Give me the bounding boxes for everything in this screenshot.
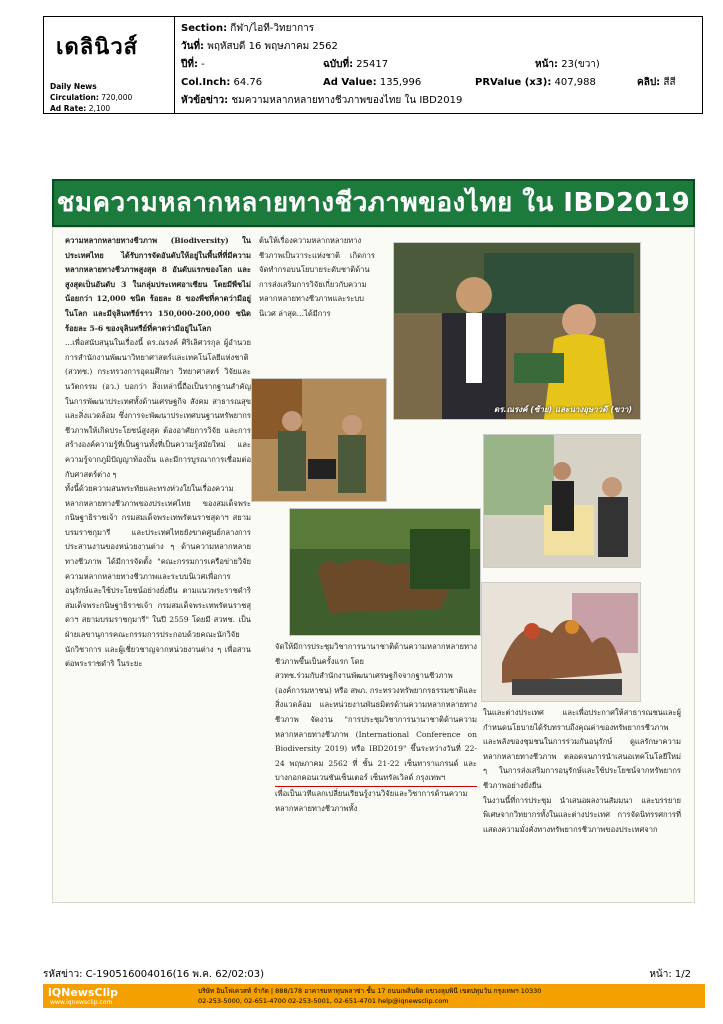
adrate-value: 2,100 <box>88 104 111 113</box>
page-count: หน้า: 1/2 <box>649 969 691 980</box>
clip-metadata: Section: กีฬา/ไอที-วิทยาการ วันที่: พฤหัสบดี 16 พฤษภาคม 2562 ปีที่: - ฉบับที่: 25417 หน้า: 23(ขวา) Col.Inch: 64.76 Ad Value: 135,996 PRValue (x3): 407,988 คลิป: สีสี หัวข้อข่าว: ชมความหลากหลายทางชีวภาพของไทย ใน IBD2019 <box>181 23 676 106</box>
paragraph-2: ...เพื่อสนับสนุนในเรื่องนี้ ดร.ณรงค์ ศิริเลิศวรกุล ผู้อำนวยการสำนักงานพัฒนาวิทยาศาสตร์และเทคโนโลยีแห่งชาติ (สวทช.) กระทรวงการอุดมศึกษา วิทยาศาสตร์ วิจัยและนวัตกรรม (อว.) บอกว่า สิ่งเหล่านี้ถือเป็นรากฐานสำคัญในการพัฒนาประเทศทั้งด้านเศรษฐกิจ สังคม สาธารณสุข และสิ่งแวดล้อม ซึ่งการจะพัฒนาประเทศบนฐานทรัพยากรชีวภาพให้เกิดประโยชน์สูงสุด ต้องอาศัยการวิจัย และการสร้างองค์ความรู้ที่เป็นฐานทั้งที่เป็นความรู้สมัยใหม่ และความรู้จากภูมิปัญญาท้องถิ่น และมีการบูรณาการเชื่อมต่อกับศาสตร์ต่าง ๆ <box>65 338 251 479</box>
article-title-bar <box>52 179 695 227</box>
photo-exhibit-booth-image <box>484 435 640 567</box>
photo-leopard-diorama <box>289 508 481 636</box>
article-column-2-top: ต้นให้เรื่องความหลากหลายทางชีวภาพเป็นวาระแห่งชาติ เกิดการจัดทำกรอบนโยบายระดับชาติด้านการส่งเสริมการวิจัยเกี่ยวกับความหลากหลายทางชีวภาพและระบบนิเวศ ล่าสุด...ได้มีการ <box>259 236 375 318</box>
publisher-info: Daily News Circulation: 720,000 Ad Rate: 2,100 <box>50 82 133 113</box>
footer-bar <box>43 984 705 1008</box>
clip-value: สีสี <box>663 77 676 88</box>
photo-exhibit-booth <box>483 434 641 568</box>
issue-value: 25417 <box>356 59 389 70</box>
article-column-3: ในและต่างประเทศ และเพื่อประกาศให้สาธารณชนและผู้กำหนดนโยบายได้รับทราบถึงคุณค่าของทรัพยากรชีวภาพ และพลังของชุมชนในการร่วมกันอนุรักษ์ ดูแลรักษาความหลากหลายทางชีวภาพ ตลอดจนการนำเสนอเทคโนโลยีใหม่ ๆ ในการส่งเสริมการอนุรักษ์และใช้ประโยชน์จากทรัพยากรชีวภาพอย่างยั่งยืน ในงานนี้ที่การประชุม นำเสนอผลงานสัมมนา และบรรยายพิเศษจากวิทยากรทั้งในและต่างประเทศ การจัดนิทรรศการที่แสดงความมั่งคั่งทางทรัพยากรชีวภาพของประเทศจาก <box>483 708 681 834</box>
publisher-panel <box>44 17 175 113</box>
article-column-1 <box>65 234 251 900</box>
date-value: พฤหัสบดี 16 พฤษภาคม 2562 <box>207 41 338 52</box>
photo-leopard-image <box>290 509 480 635</box>
section-value: กีฬา/ไอที-วิทยาการ <box>230 23 315 34</box>
iqnewsclip-logo: iQNewsClip <box>48 986 118 999</box>
company-contacts: 02-253-5000, 02-651-4700 02-253-5001, 02-651-4701 help@iqnewsclip.com <box>198 997 449 1005</box>
lead-paragraph: ความหลากหลายทางชีวภาพ (Biodiversity) ในประเทศไทย ได้รับการจัดอันดับให้อยู่ในพื้นที่ที่มีความหลากหลายทางชีวภาพสูงสุด 8 อันดับแรกของโลก และสูงสุดเป็นอันดับ 3 ในกลุ่มประเทศอาเซียน โดยมีพืชไม่น้อยกว่า 12,000 ชนิด ร้อยละ 8 ของพืชที่คาดว่ามีอยู่ในโลก และมีจุลินทรีย์ราว 150,000-200,000 ชนิด ร้อยละ 5-6 ของจุลินทรีย์ที่คาดว่ามีอยู่ในโลก <box>65 236 251 333</box>
news-reference-code: รหัสข่าว: C-190516004016(16 พ.ค. 62/02:03) <box>43 969 265 980</box>
photo-exhibition-staff <box>251 378 387 502</box>
year-value: - <box>201 59 205 70</box>
footer-site: www.iqnewsclip.com <box>50 999 113 1006</box>
clipping-header <box>43 16 703 114</box>
article-body <box>52 227 695 903</box>
highlighted-passage: สวทช.ร่วมกับสำนักงานพัฒนาเศรษฐกิจจากฐานชีวภาพ (องค์การมหาชน) หรือ สพภ. กระทรวงทรัพยากรธรรมชาติและสิ่งแวดล้อม และหน่วยงานพันธมิตรด้านความหลากหลายทางชีวภาพ จัดงาน "การประชุมวิชาการนานาชาติด้านความหลากหลายทางชีวภาพ (International Conference on Biodiversity 2019) หรือ IBD2019" ขึ้นระหว่างวันที่ 22-24 พฤษภาคม 2562 ที่ ชั้น 21-22 เซ็นทาราแกรนด์ และบางกอกคอนเวนชันเซ็นเตอร์ เซ็นทรัลเวิลด์ กรุงเทพฯ <box>275 669 477 787</box>
article-title: ชมความหลากหลายทางชีวภาพของไทย ใน IBD2019 <box>56 188 691 218</box>
prvalue-value: 407,988 <box>554 77 596 88</box>
photo-officials <box>393 242 641 420</box>
company-address: บริษัท อินโฟเควสท์ จำกัด | 888/178 อาคารมหาทุนพลาซ่า ชั้น 17 ถนนเพลินจิต แขวงลุมพินี เขตปทุมวัน กรุงเทพฯ 10330 <box>198 987 542 995</box>
page-value: 23(ขวา) <box>561 59 600 70</box>
paragraph-3: ทั้งนี้ด้วยความสนพระทัยและทรงห่วงใยในเรื่องความหลากหลายทางชีวภาพของประเทศไทย ของสมเด็จพระกนิษฐาธิราชเจ้า กรมสมเด็จพระเทพรัตนราชสุดาฯ สยามบรมราชกุมารี และประเทศไทยยังขาดศูนย์กลางการประสานงานของหน่วยงานต่าง ๆ ด้านความหลากหลายทางชีวภาพ ได้มีการจัดตั้ง "คณะกรรมการเครือข่ายวิจัยความหลากหลายทางชีวภาพและระบบนิเวศเพื่อการอนุรักษ์และใช้ประโยชน์อย่างยั่งยืน ตามแนวพระราชดำริสมเด็จพระกนิษฐาธิราชเจ้า กรมสมเด็จพระเทพรัตนราชสุดาฯ สยามบรมราชกุมารี" ในปี 2559 โดยมี สวทช. เป็นฝ่ายเลขานุการคณะกรรมการประกอบด้วยคณะนักวิจัย นักวิชาการ และผู้เชี่ยวชาญจากหน่วยงานต่าง ๆ เพื่อสานต่อพระราชดำริ ในระยะ <box>65 484 251 669</box>
colinch-value: 64.76 <box>233 77 263 88</box>
photo-coral-display <box>481 582 641 702</box>
circulation-value: 720,000 <box>101 93 133 102</box>
newspaper-logo: เดลินิวส์ <box>56 35 139 60</box>
photo-coral-image <box>482 583 640 701</box>
article-column-2-mid: จัดให้มีการประชุมวิชาการนานาชาติด้านความหลากหลายทางชีวภาพขึ้นเป็นครั้งแรก โดย สวทช.ร่วมกับสำนักงานพัฒนาเศรษฐกิจจากฐานชีวภาพ (องค์การมหาชน) หรือ สพภ. กระทรวงทรัพยากรธรรมชาติและสิ่งแวดล้อม และหน่วยงานพันธมิตรด้านความหลากหลายทางชีวภาพ จัดงาน "การประชุมวิชาการนานาชาติด้านความหลากหลายทางชีวภาพ (International Conference on Biodiversity 2019) หรือ IBD2019" ขึ้นระหว่างวันที่ 22-24 พฤษภาคม 2562 ที่ ชั้น 21-22 เซ็นทาราแกรนด์ และบางกอกคอนเวนชันเซ็นเตอร์ เซ็นทรัลเวิลด์ กรุงเทพฯ เพื่อเป็นเวทีแลกเปลี่ยนเรียนรู้งานวิจัยและวิชาการด้านความหลากหลายทางชีวภาพทั้ง <box>275 642 477 813</box>
photo-officials-caption: ดร.ณรงค์ (ซ้าย) และนางอุษาวดี (ขวา) <box>494 405 633 414</box>
photo-officials-image <box>394 243 640 419</box>
headline-value: ชมความหลากหลายทางชีวภาพของไทย ใน IBD2019 <box>231 95 463 106</box>
photo-exhibition-staff-image <box>252 379 386 501</box>
advalue-value: 135,996 <box>379 77 422 88</box>
publisher-name: Daily News <box>50 82 97 91</box>
